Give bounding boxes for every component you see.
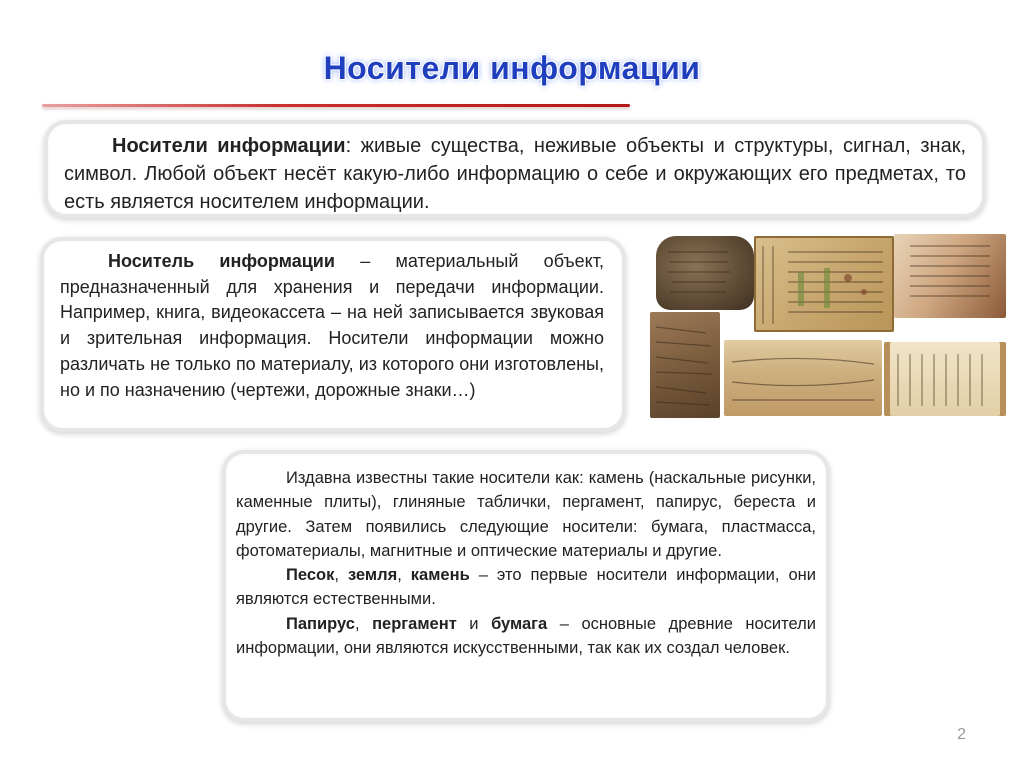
term-papyrus: Папирус — [286, 614, 355, 633]
definition-text: : живые существа, неживые объекты и структуры, сигнал, знак, символ. Любой объект несёт какую-либо информацию о себе и окружающих его предметах, то есть является носителем информации. — [64, 135, 966, 213]
artificial-media-text: – основные древние носители информации, они являются искусственными, так как их создал человек. — [236, 614, 816, 658]
slide-title: Носители информации — [323, 50, 701, 86]
photo-texture-marks — [648, 232, 1008, 418]
artificial-media-paragraph — [236, 612, 816, 661]
term-sand: Песок — [286, 566, 335, 585]
page-number: 2 — [957, 726, 966, 743]
media-history-box — [222, 450, 830, 722]
ancient-media-photo-collage — [648, 232, 1008, 418]
separator: , — [397, 566, 411, 585]
separator: и — [456, 614, 492, 633]
title-underline — [42, 104, 630, 107]
natural-media-text: – это первые носители информации, они являются естественными. — [236, 566, 816, 609]
term-parchment: пергамент — [372, 614, 457, 633]
term-paper: бумага — [491, 614, 548, 633]
definition-paragraph — [60, 249, 604, 403]
definition-box-carriers — [44, 120, 986, 218]
definition-box-carrier — [40, 237, 626, 432]
history-text: Издавна известны такие носители как: камень (наскальные рисунки, каменные плиты), глиняные таблички, пергамент, папирус, береста и другие. Затем появились следующие носители: бумага, пластмасса, фотоматериалы, магнитные и оптические материалы и другие. — [236, 469, 816, 560]
history-paragraph — [236, 466, 816, 563]
term-bold: Носитель информации — [108, 251, 335, 271]
term-bold: Носители информации — [112, 135, 346, 157]
term-earth: земля — [347, 566, 398, 585]
natural-media-paragraph — [236, 563, 816, 612]
term-stone: камень — [410, 566, 470, 585]
definition-text: – материальный объект, предназначенный для хранения и передачи информации. Например, книга, видеокассета – на ней записывается звуковая и зрительная информация. Носители информации можно различать не только по материалу, из которого они изготовлены, но и по назначению (чертежи, дорожные знаки…) — [60, 251, 604, 400]
definition-paragraph — [64, 132, 966, 216]
separator: , — [354, 614, 373, 633]
separator: , — [334, 566, 348, 585]
